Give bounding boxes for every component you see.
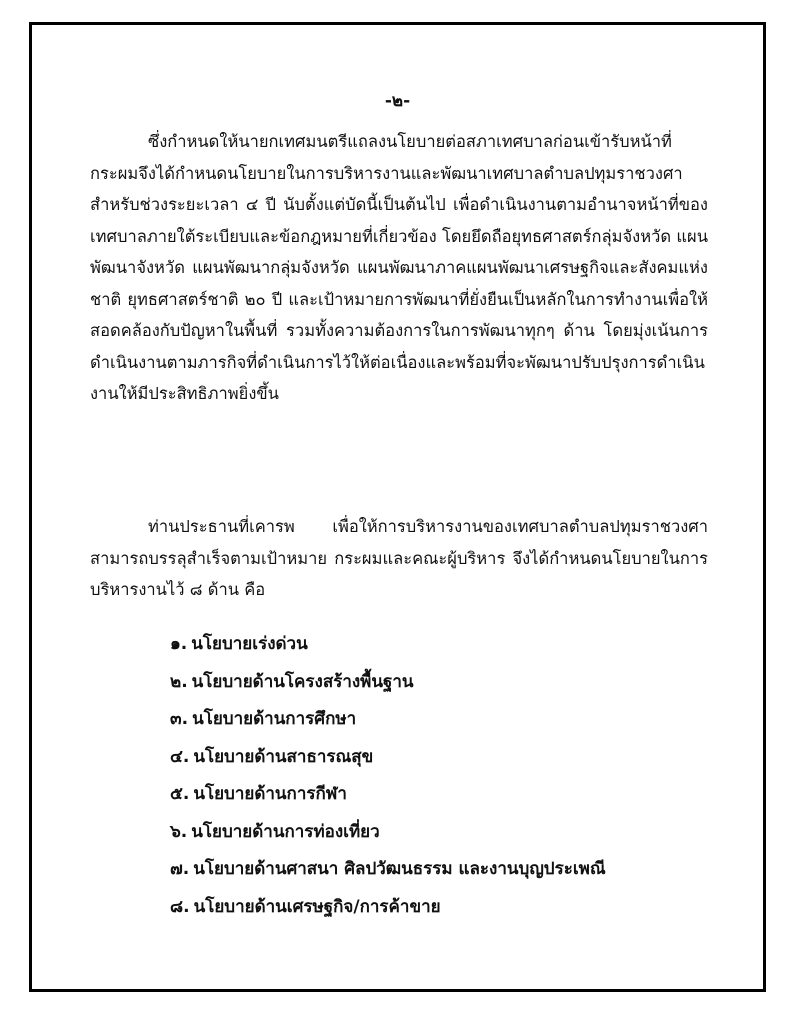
policy-number: ๑. xyxy=(170,634,188,654)
policy-item xyxy=(170,626,606,664)
policy-item xyxy=(170,701,606,739)
policy-label: นโยบายด้านการท่องเที่ยว xyxy=(191,821,380,842)
policy-number: ๔. xyxy=(170,746,190,767)
policy-label: นโยบายด้านการศึกษา xyxy=(192,709,357,729)
policy-label: นโยบายด้านการกีฬา xyxy=(193,784,347,804)
document-page xyxy=(29,22,766,992)
policy-label: นโยบายด้านโครงสร้างพื้นฐาน xyxy=(191,671,414,692)
policy-label: นโยบายด้านสาธารณสุข xyxy=(193,746,374,767)
policy-number: ๖. xyxy=(170,821,188,842)
policy-item xyxy=(170,814,606,852)
policy-item xyxy=(170,889,606,927)
policy-number: ๗. xyxy=(170,859,190,879)
paragraph-policy-summary: ท่านประธานที่เคารพ เพื่อให้การบริหารงานของเทศบาลตำบลปทุมราชวงศาสามารถบรรลุสำเร็จตามเป้าหมาย กระผมและคณะผู้บริหาร จึงได้กำหนดนโยบายในการบริหารงานไว้ ๘ ด้าน คือ xyxy=(90,517,708,599)
policy-list xyxy=(170,626,606,926)
page-number: -๒- xyxy=(384,91,411,111)
policy-number: ๘. xyxy=(170,896,190,917)
policy-item xyxy=(170,739,606,777)
policy-number: ๓. xyxy=(170,709,189,729)
policy-number: ๒. xyxy=(170,671,188,692)
policy-label: นโยบายเร่งด่วน xyxy=(191,634,308,654)
paragraph-policy-intro: ซึ่งกำหนดให้นายกเทศมนตรีแถลงนโยบายต่อสภาเทศบาลก่อนเข้ารับหน้าที่ กระผมจึงได้กำหนดนโยบายในการบริหารงานและพัฒนาเทศบาลตำบลปทุมราชวงศา สำหรับช่วงระยะเวลา ๔ ปี นับตั้งแต่บัดนี้เป็นต้นไป เพื่อดำเนินงานตามอำนาจหน้าที่ของเทศบาลภายใต้ระเบียบและข้อกฎหมายที่เกี่ยวข้อง โดยยึดถือยุทธศาสตร์กลุ่มจังหวัด แผนพัฒนาจังหวัด แผนพัฒนากลุ่มจังหวัด แผนพัฒนาภาคแผนพัฒนาเศรษฐกิจและสังคมแห่งชาติ ยุทธศาสตร์ชาติ ๒๐ ปี และเป้าหมายการพัฒนาที่ยั่งยืนเป็นหลักในการทำงานเพื่อให้สอดคล้องกับปัญหาในพื้นที่ รวมทั้งความต้องการในการพัฒนาทุกๆ ด้าน โดยมุ่งเน้นการดำเนินงานตามภารกิจที่ดำเนินการไว้ให้ต่อเนื่องและพร้อมที่จะพัฒนาปรับปรุงการดำเนินงานให้มีประสิทธิภาพยิ่งขึ้น xyxy=(90,132,708,403)
policy-item xyxy=(170,664,606,702)
policy-item xyxy=(170,776,606,814)
policy-item xyxy=(170,851,606,889)
policy-label: นโยบายด้านศาสนา ศิลปวัฒนธรรม และงานบุญประเพณี xyxy=(193,859,606,879)
policy-number: ๕. xyxy=(170,784,190,804)
policy-label: นโยบายด้านเศรษฐกิจ/การค้าขาย xyxy=(193,896,441,917)
